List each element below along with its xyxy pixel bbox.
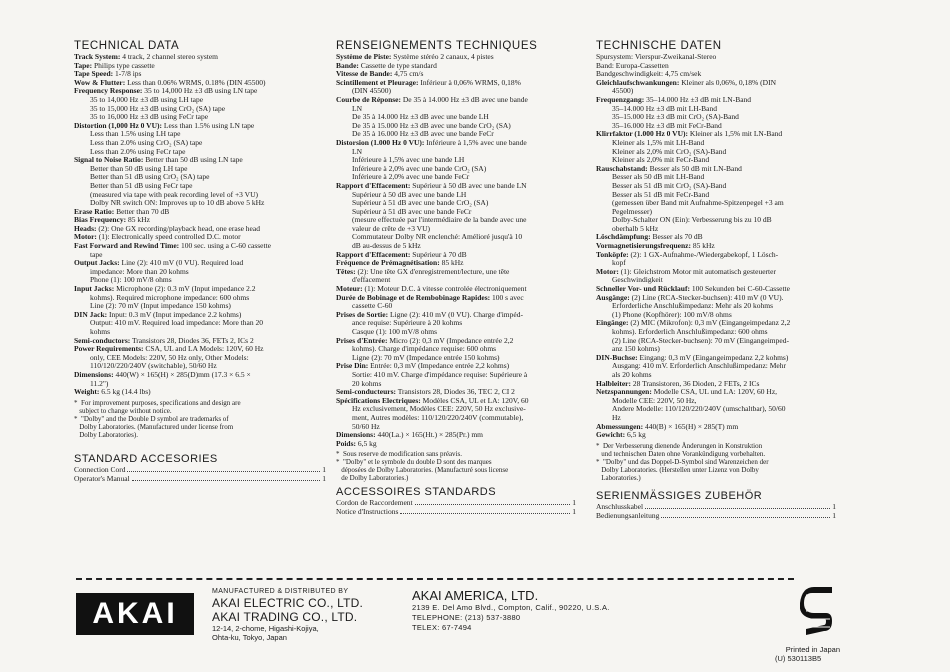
spec-value: Input: 0.3 mV (Input impedance 2.2 kohms) <box>107 309 242 319</box>
spec-value: De 35 à 14.000 Hz ±3 dB avec une bande <box>401 94 528 104</box>
notes-en <box>74 399 326 439</box>
spec-value: 110/120/220/240V (switchable), 50/60 Hz <box>90 361 217 371</box>
spec-value: Dolby NR switch ON: Improves up to 10 dB above 5 kHz <box>90 198 265 208</box>
footnote: * "Dolby" et le symbole du double D sont des marques <box>336 458 492 467</box>
leader-dots <box>661 511 830 518</box>
spec-value: valeur de crête de +3 VU) <box>352 223 431 233</box>
spec-value: Philips type cassette <box>92 60 155 70</box>
spec-value: Supérieur à 50 dB avec une bande LN <box>410 180 527 190</box>
footnote: * "Dolby" und das Doppel-D-Symbol sind Warenzeichen der <box>596 457 769 466</box>
spec-value: Besser als 50 dB mit LH-Band <box>612 172 705 182</box>
spec-value: Supérieur à 50 dB avec une bande LH <box>352 189 467 199</box>
footnote: * "Dolby" and the Double D symbol are trademarks of <box>74 414 229 423</box>
s-brand-mark-icon <box>800 585 836 635</box>
spec-value: Less than 2.0% using CrO₂ (SA) tape <box>90 137 203 147</box>
spec-value: Better than 70 dB <box>114 206 170 216</box>
spec-value: 100 s avec <box>490 292 524 302</box>
spec-label: Distorsion (1.000 Hz 0 VU): <box>336 137 425 147</box>
spec-value: Eingang: 0,3 mV (Eingangeimpedanz 2,2 kohms) <box>637 352 789 362</box>
spec-label: Dimensions: <box>74 369 114 379</box>
spec-value: Cassette de type standard <box>358 60 437 70</box>
spec-value: Inférieure à 2,0% avec une bande CrO₂ (SA) <box>352 163 487 173</box>
spec-label: Tape: <box>74 60 93 70</box>
spec-value: Besser als 51 dB mit CrO₂ (SA)-Band <box>612 180 727 190</box>
accessories-title-de: SERIENMÄSSIGES ZUBEHÖR <box>596 489 763 502</box>
footnote: * Der Verbesserung dienende Änderungen in Konstruktion <box>596 441 763 450</box>
spec-value: (measured via tape with peak recording level of +3 VU) <box>90 189 258 199</box>
footnote: subject to change without notice. <box>74 406 172 415</box>
spec-value: (2): 1 GX-Aufnahme-/Wiedergabekopf, 1 Lösch- <box>628 249 779 259</box>
spec-value: (2) Line (RCA-Stecker-buchsen): 410 mV (0 VU). <box>629 292 784 302</box>
spec-value: Inférieure à 1,5% avec une bande <box>424 137 527 147</box>
america-telex: TELEX: 67-7494 <box>412 623 472 632</box>
spec-value: Phone (1): 100 mV/8 ohms <box>90 275 172 285</box>
accessory-label: Notice d'Instructions <box>336 507 399 517</box>
spec-value: Kleiner als 0,06%, 0,18% (DIN <box>679 77 777 87</box>
america-telephone: TELEPHONE: (213) 537-3880 <box>412 613 521 622</box>
spec-value: 6.5 kg (14.4 lbs) <box>99 387 151 397</box>
spec-label: Löschdämpfung: <box>596 232 651 242</box>
spec-value: Inférieure à 1,5% avec une bande LH <box>352 155 465 165</box>
spec-value: Modelle CEE: 220V, 50 Hz, <box>612 395 697 405</box>
spec-value: Line (2): 70 mV (Input impedance 150 kohms) <box>90 301 231 311</box>
spec-value: Inférieure à 2,0% avec une bande FeCr <box>352 172 470 182</box>
spec-value: (1): Moteur D.C. à vitesse controlée électroniquement <box>362 284 527 294</box>
spec-label: Ausgänge: <box>596 292 630 302</box>
accessory-qty: 1 <box>322 473 326 483</box>
accessories-list-en <box>74 465 326 483</box>
spec-value: Supérieur à 51 dB avec une bande FeCr <box>352 206 472 216</box>
accessory-qty: 1 <box>322 464 326 474</box>
spec-value: Better than 50 dB using LH tape <box>90 163 188 173</box>
spec-value: Inférieur à 0,06% WRMS, 0,18% <box>418 77 521 87</box>
spec-label: Frequency Response: <box>74 86 143 96</box>
spec-value: Supérieur à 70 dB <box>410 249 467 259</box>
spec-label: Fast Forward and Rewind Time: <box>74 241 180 251</box>
spec-line <box>596 251 836 260</box>
spec-value: (gemessen über Band mit Aufnahme-Spitzenpegel +3 am <box>612 198 784 208</box>
spec-value: impedance: More than 20 kohms <box>90 266 189 276</box>
spec-label: Weight: <box>74 387 100 397</box>
spec-label: Bias Frequency: <box>74 215 127 225</box>
spec-value: Besser als 51 dB mit FeCr-Band <box>612 189 710 199</box>
spec-label: Bande: <box>336 60 359 70</box>
spec-value: 6,5 kg <box>356 438 377 448</box>
akai-logo: AKAI <box>76 593 194 635</box>
spec-value: kohms). Charge d'impédance requise: 600 ohms <box>352 344 497 354</box>
spec-label: Prises de Sortie: <box>336 309 389 319</box>
spec-value: Modèles CSA, UL et LA: 120V, 60 <box>420 395 529 405</box>
accessory-label: Anschlusskabel <box>596 501 644 511</box>
leader-dots <box>132 474 321 481</box>
notes-de <box>596 442 836 482</box>
spec-value: 35 to 15,000 Hz ±3 dB using CrO₂ (SA) tape <box>90 103 226 113</box>
accessory-row <box>336 507 576 516</box>
spec-value: 85 kHz <box>691 241 715 251</box>
spec-value: tape <box>90 249 103 259</box>
spec-value: 35–15.000 Hz ±3 dB mit CrO₂ (SA)-Band <box>612 112 739 122</box>
spec-label: Moteur: <box>336 284 363 294</box>
spec-label: Netzspannungen: <box>596 387 652 397</box>
spec-value: 1-7/8 ips <box>113 69 142 79</box>
spec-value: 35 to 16,000 Hz ±3 dB using FeCr tape <box>90 112 209 122</box>
spec-line <box>336 440 576 449</box>
spec-label: Vitesse de Bande: <box>336 69 393 79</box>
spec-label: Output Jacks: <box>74 258 120 268</box>
section-title-de: TECHNISCHE DATEN <box>596 40 722 52</box>
spec-label: Poids: <box>336 438 357 448</box>
spec-value: Hz exclusivement, Modèles CEE: 220V, 50 Hz exclusive- <box>352 404 526 414</box>
leader-dots <box>400 507 570 514</box>
spec-line <box>336 139 576 148</box>
spec-value: CSA, UL and LA Models: 120V, 60 Hz <box>143 344 264 354</box>
spec-value: (1): Gleichstrom Motor mit automatisch gesteuerter <box>618 266 776 276</box>
spec-label: Power Requirements: <box>74 344 144 354</box>
spec-value: Casque (1): 100 mV/8 ohms <box>352 327 437 336</box>
accessories-list-de <box>596 502 836 520</box>
spec-value: kopf <box>612 258 626 268</box>
spec-label: Courbe de Réponse: <box>336 94 401 104</box>
spec-value: LN <box>352 103 362 113</box>
spec-label: Rauschabstand: <box>596 163 648 173</box>
spec-value: 6,5 kg <box>625 430 646 440</box>
accessory-qty: 1 <box>832 501 836 511</box>
footnote: de Dolby Laboratories.) <box>336 474 409 483</box>
spec-value: d'effacement <box>352 275 391 285</box>
spec-value: Transistors 28, Diodes 36, TEC 2, CI 2 <box>396 387 515 397</box>
accessory-row <box>74 474 326 483</box>
spec-value: 85 kHz <box>126 215 150 225</box>
company-name-trading: AKAI TRADING CO., LTD. <box>212 610 358 624</box>
spec-label: Heads: <box>74 223 97 233</box>
english-column <box>74 40 326 483</box>
spec-label: Abmessungen: <box>596 421 644 431</box>
spec-line <box>74 242 326 251</box>
spec-value: Transistors 28, Diodes 36, FETs 2, ICs 2 <box>130 335 254 345</box>
spec-value: 100 Sekunden bei C-60-Cassette <box>689 284 790 294</box>
spec-line <box>596 405 836 414</box>
footnote: déposées de Dolby Laboratories. (Manufacturé sous license <box>336 466 509 475</box>
spec-label: Track System: <box>74 52 121 61</box>
spec-value: 35–14.000 Hz ±3 dB mit LN-Band <box>644 94 752 104</box>
spec-value: dB au-dessus de 5 kHz <box>352 241 421 251</box>
address-line-1: 12-14, 2-chome, Higashi-Kojiya, <box>212 624 319 633</box>
accessory-label: Operator's Manual <box>74 473 130 483</box>
spec-value: De 35 à 14.000 Hz ±3 dB avec une bande LH <box>352 112 489 122</box>
spec-value: Supérieur à 51 dB avec une bande CrO₂ (SA) <box>352 198 489 208</box>
spec-label: DIN-Buchse: <box>596 352 638 362</box>
footnote: Dolby Laboratories. (Manufactured under license from <box>74 422 234 431</box>
spec-value: (1) Phone (Kopfhörer): 100 mV/8 ohms <box>612 309 732 319</box>
spec-label: Semi-conductors: <box>74 335 131 345</box>
address-line-2: Ohta-ku, Tokyo, Japan <box>212 633 287 642</box>
spec-value: 4 track, 2 channel stereo system <box>120 52 218 61</box>
spec-label: Gewicht: <box>596 430 626 440</box>
leader-dots <box>415 498 571 505</box>
spec-value: Better than 51 dB using CrO₂ (SA) tape <box>90 172 210 182</box>
accessory-qty: 1 <box>572 507 576 517</box>
accessory-qty: 1 <box>832 510 836 520</box>
company-name-america: AKAI AMERICA, LTD. <box>412 588 539 603</box>
spec-value: 100 sec. using a C-60 cassette <box>179 241 272 251</box>
spec-list-de <box>596 53 836 440</box>
spec-label: Motor: <box>596 266 619 276</box>
accessory-row <box>336 498 576 507</box>
spec-value: 28 Transistoren, 36 Dioden, 2 FETs, 2 ICs <box>631 378 760 388</box>
spec-label: Tape Speed: <box>74 69 114 79</box>
part-number: (U) 530113B5 <box>775 654 822 663</box>
spec-value: Kleiner als 2,0% mit FeCr-Band <box>612 155 710 165</box>
spec-value: als 20 kohms <box>612 369 652 379</box>
spec-value: Less than 0.06% WRMS, 0.18% (DIN 45500) <box>125 77 266 87</box>
spec-value: Modelle CSA, UL und LA: 120V, 60 Hz, <box>651 387 778 397</box>
spec-value: 35–16.000 Hz ±3 dB mit FeCr-Band <box>612 120 722 130</box>
spec-value: Andere Modelle: 110/120/220/240V (umschaltbar), 50/60 <box>612 404 786 414</box>
leader-dots <box>127 465 320 472</box>
spec-value: (2) MIC (Mikrofon): 0,3 mV (Eingangeimpedanz 2,2 <box>628 318 791 328</box>
spec-label: Input Jacks: <box>74 284 115 294</box>
spec-value: (2): Une tête GX d'enregistrement/lecture, une tête <box>355 266 510 276</box>
spec-value: ment, Autres modèles: 110/120/220/240V (commutable), <box>352 412 524 422</box>
spec-label: Têtes: <box>336 266 356 276</box>
america-block <box>412 588 672 633</box>
accessory-label: Cordon de Raccordement <box>336 498 413 508</box>
spec-value: kohms). Erforderlich Anschlußimpedanz: 600 ohms <box>612 327 768 336</box>
accessories-title-fr: ACCESSOIRES STANDARDS <box>336 486 497 499</box>
spec-label: Dimensions: <box>336 430 376 440</box>
footnote: Dolby Laboratories). <box>74 430 138 439</box>
accessory-qty: 1 <box>572 498 576 508</box>
leader-dots <box>645 502 830 509</box>
spec-value: 45500) <box>612 86 634 96</box>
spec-label: Scintillement et Pleurage: <box>336 77 419 87</box>
spec-label: Klirrfaktor (1.000 Hz 0 VU): <box>596 129 688 139</box>
accessory-label: Connection Cord <box>74 464 126 474</box>
accessories-title-en: STANDARD ACCESORIES <box>74 452 218 465</box>
spec-value: anz 150 kohms) <box>612 344 660 354</box>
spec-value: (1): Electronically speed controlled D.C. motor <box>96 232 241 242</box>
spec-value: Spursystem: Vierspur-Zweikanal-Stereo <box>596 52 717 61</box>
spec-value: Kleiner als 1,5% mit LH-Band <box>612 137 705 147</box>
spec-value: 440(B) × 165(H) × 285(T) mm <box>643 421 739 431</box>
spec-value: Bandgeschwindigkeit: 4,75 cm/sek <box>596 69 702 79</box>
spec-label: Rapport d'Effacement: <box>336 249 411 259</box>
spec-label: Spécifications Electriques: <box>336 395 421 405</box>
spec-line <box>596 431 836 440</box>
accessory-row <box>74 465 326 474</box>
spec-value: Kleiner als 1,5% mit LN-Band <box>688 129 783 139</box>
spec-label: Distortion (1,000 Hz 0 VU): <box>74 120 162 130</box>
spec-label: Rapport d'Effacement: <box>336 180 411 190</box>
spec-value: Geschwindigkeit <box>612 275 663 285</box>
spec-value: 85 kHz <box>439 258 464 268</box>
footnote: * Sous reserve de modification sans préavis. <box>336 450 462 459</box>
spec-value: Entrée: 0,3 mV (Impedance entrée 2,2 kohms) <box>368 361 510 371</box>
spec-value: LN <box>352 146 362 156</box>
spec-label: DIN Jack: <box>74 309 108 319</box>
spec-label: Prises d'Entrée: <box>336 335 388 345</box>
spec-value: Hz <box>612 412 621 422</box>
spec-value: 35 to 14,000 Hz ±3 dB using LN tape <box>142 86 258 96</box>
spec-value: kohms <box>90 327 111 336</box>
spec-value: Line (2): 410 mV (0 VU). Required load <box>119 258 244 268</box>
spec-value: Ligne (2): 70 mV (Impedance entrée 150 kohms) <box>352 352 500 362</box>
spec-value: 4,75 cm/s <box>392 69 424 79</box>
spec-label: Schneller Vor- und Rücklauf: <box>596 284 690 294</box>
spec-value: (2) Line (RCA-Stecker-buchsen): 70 mV (Eingangeimped- <box>612 335 789 345</box>
spec-value: Less than 1.5% using LN tape <box>161 120 255 130</box>
spec-value: 35 to 14,000 Hz ±3 dB using LH tape <box>90 94 204 104</box>
spec-label: Halbleiter: <box>596 378 631 388</box>
spec-label: Wow & Flutter: <box>74 77 126 87</box>
accessory-label: Bedienungsanleitung <box>596 510 660 520</box>
spec-value: Système stéréo 2 canaux, 4 pistes <box>391 52 494 61</box>
spec-value: 440(W) × 165(H) × 285(D)mm (17.3 × 6.5 × <box>113 369 251 379</box>
spec-value: only, CEE Models: 220V, 50 Hz only, Other Models: <box>90 352 249 362</box>
footnote: und technischen Daten ohne Vorankündigung vorbehalten. <box>596 449 766 458</box>
spec-line <box>74 388 326 397</box>
printed-in-japan: Printed in Japan <box>785 645 840 654</box>
spec-value: oberhalb 5 kHz <box>612 223 659 233</box>
footnote: * For improvement purposes, specifications and design are <box>74 398 241 407</box>
spec-label: Erase Ratio: <box>74 206 115 216</box>
spec-value: De 35 à 16.000 Hz ±3 dB avec une bande FeCr <box>352 129 494 139</box>
spec-value: Kleiner als 2,0% mit CrO₂ (SA)-Band <box>612 146 727 156</box>
spec-value: (DIN 45500) <box>352 86 391 96</box>
section-title-en: TECHNICAL DATA <box>74 40 180 52</box>
spec-value: Output: 410 mV. Required load impedance: More than 20 <box>90 318 263 328</box>
spec-value: Micro (2): 0,3 mV (Impedance entrée 2,2 <box>387 335 514 345</box>
footnote: Laboratories.) <box>596 473 641 482</box>
spec-label: Eingänge: <box>596 318 629 328</box>
spec-value: Pegelmesser) <box>612 206 652 216</box>
distributor-block <box>212 588 402 642</box>
footnote: Dolby Laboratories. (Herstellen unter Lizenz von Dolby <box>596 465 759 474</box>
spec-label: Gleichlaufschwankungen: <box>596 77 680 87</box>
spec-label: Tonköpfe: <box>596 249 629 259</box>
spec-label: Semi-conducteurs: <box>336 387 396 397</box>
spec-value: (mesure effectuée par l'intermédiaire de la bande avec une <box>352 215 527 225</box>
notes-fr <box>336 450 576 482</box>
spec-value: kohms). Required microphone impedance: 600 ohms <box>90 292 250 302</box>
spec-label: Durée de Bobinage et de Rembobinage Rapides: <box>336 292 491 302</box>
spec-label: Motor: <box>74 232 97 242</box>
accessory-row <box>596 511 836 520</box>
spec-value: Erforderliche Anschlußimpedanz: Mehr als 20 kohms <box>612 301 774 311</box>
spec-value: 50/60 Hz <box>352 421 380 431</box>
spec-value: 440(La.) × 165(Ht.) × 285(Pr.) mm <box>375 430 483 440</box>
spec-value: cassette C-60 <box>352 301 393 311</box>
spec-value: Dolby-Schalter ON (Ein): Verbesserung bis zu 10 dB <box>612 215 772 225</box>
german-column <box>596 40 836 520</box>
spec-label: Fréquence de Prémagnétisation: <box>336 258 440 268</box>
section-title-fr: RENSEIGNEMENTS TECHNIQUES <box>336 40 538 52</box>
spec-value: Less than 1.5% using LH tape <box>90 129 181 139</box>
spec-label: Signal to Noise Ratio: <box>74 155 144 165</box>
spec-value: (2): One GX recording/playback head, one erase head <box>96 223 260 233</box>
spec-value: Better than 51 dB using FeCr tape <box>90 180 193 190</box>
spec-label: Système de Piste: <box>336 52 392 61</box>
spec-value: De 35 à 15.000 Hz ±3 dB avec une bande CrO₂ (SA) <box>352 120 511 130</box>
distributor-label: MANUFACTURED & DISTRIBUTED BY <box>212 588 349 595</box>
spec-line <box>74 319 326 328</box>
spec-value: Band: Europa-Cassetten <box>596 60 669 70</box>
spec-value: 11.2") <box>90 378 109 388</box>
spec-value: Less than 2.0% using FeCr tape <box>90 146 186 156</box>
french-column <box>336 40 576 516</box>
spec-line <box>74 371 326 380</box>
spec-label: Prise Din: <box>336 361 369 371</box>
spec-value: Sortie: 410 mV. Charge d'impédance requise: Supérieure à <box>352 369 528 379</box>
dashed-divider <box>76 578 794 580</box>
spec-value: Ligne (2): 410 mV (0 VU). Charge d'impéd- <box>388 309 523 319</box>
spec-value: Better than 50 dB using LN tape <box>143 155 243 165</box>
spec-value: Commutateur Dolby NR enclenché: Amélioré jusqu'à 10 <box>352 232 523 242</box>
accessory-row <box>596 502 836 511</box>
accessories-list-fr <box>336 498 576 516</box>
spec-value: Besser als 50 dB mit LN-Band <box>647 163 742 173</box>
spec-value: Besser als 70 dB <box>650 232 703 242</box>
spec-value: ance requise: Supérieure à 20 kohms <box>352 318 463 328</box>
spec-list-en <box>74 53 326 397</box>
america-address: 2139 E. Del Amo Blvd., Compton, Calif., 90220, U.S.A. <box>412 603 610 612</box>
spec-list-fr <box>336 53 576 448</box>
spec-value: 35–14.000 Hz ±3 dB mit LH-Band <box>612 103 717 113</box>
spec-line <box>336 96 576 105</box>
spec-value: Ausgang: 410 mV. Erforderlich Anschlußimpedanz: Mehr <box>612 361 786 371</box>
spec-label: Vormagnetisierungsfrequenz: <box>596 241 691 251</box>
spec-label: Frequenzgang: <box>596 94 645 104</box>
spec-value: Microphone (2): 0.3 mV (Input impedance 2.2 <box>114 284 256 294</box>
spec-value: 20 kohms <box>352 378 382 388</box>
company-name-electric: AKAI ELECTRIC CO., LTD. <box>212 596 364 610</box>
